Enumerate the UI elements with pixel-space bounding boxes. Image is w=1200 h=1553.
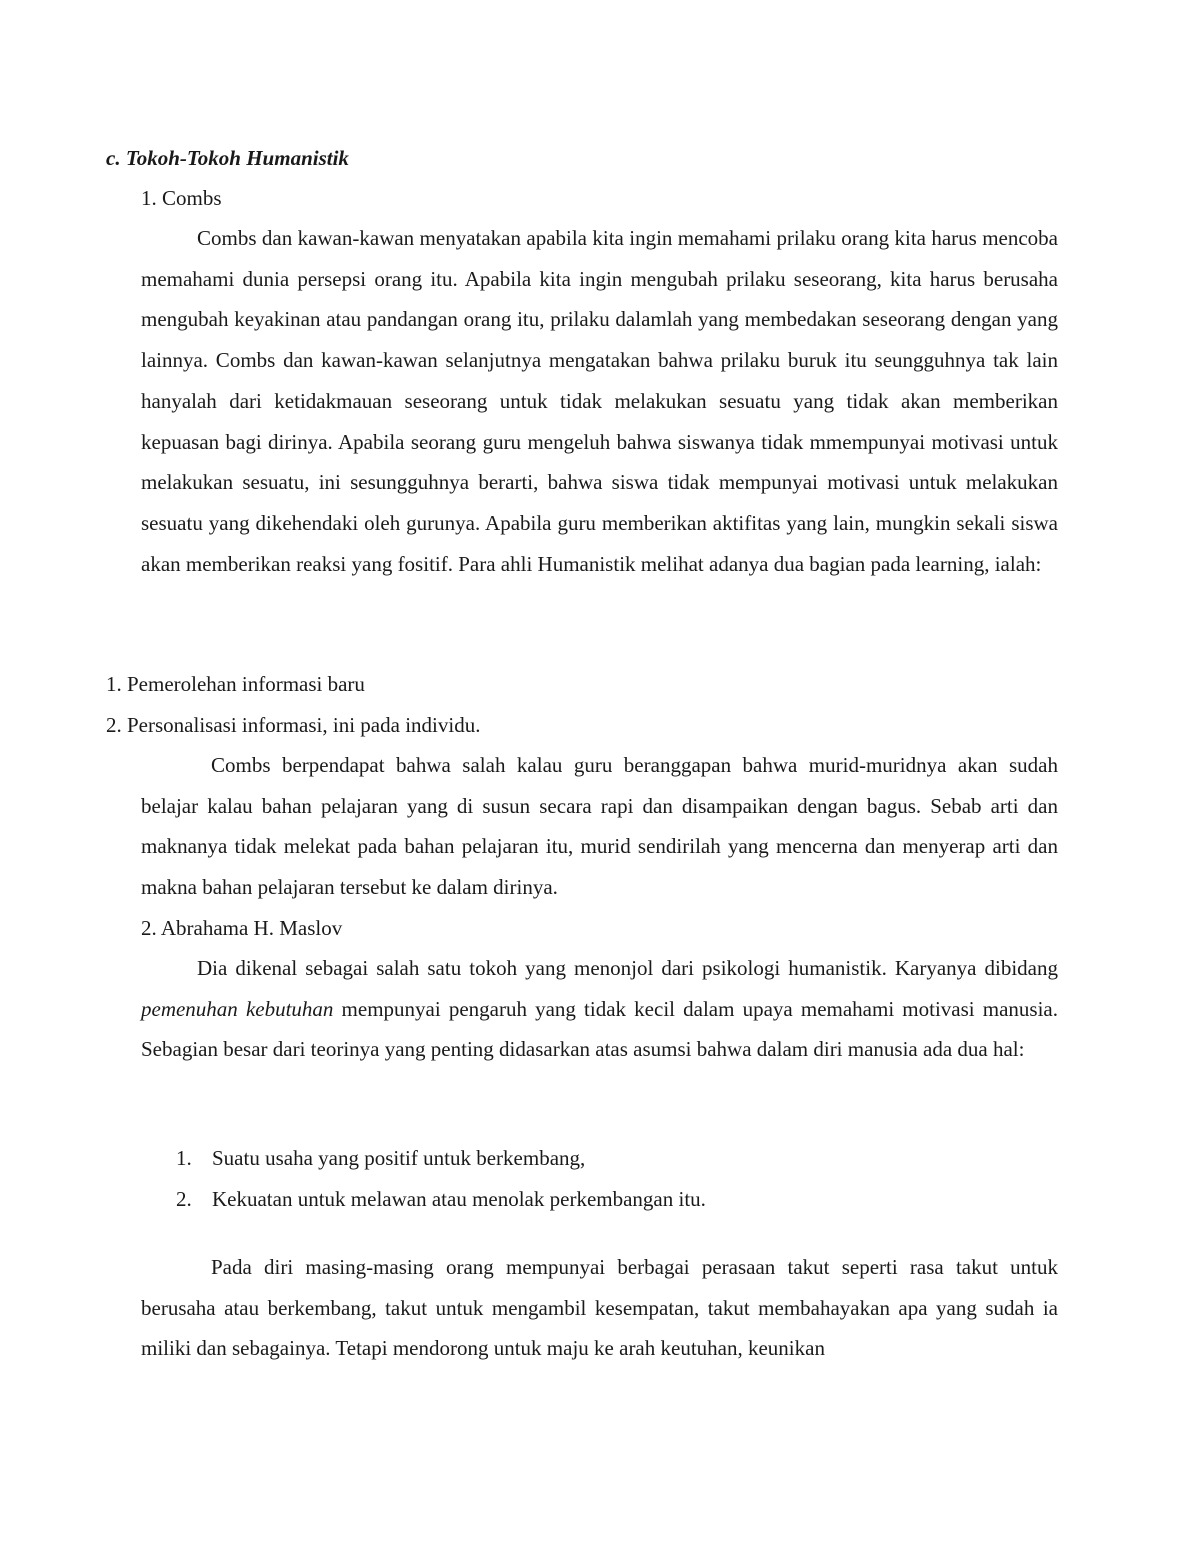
section-heading: c. Tokoh-Tokoh Humanistik <box>106 146 349 170</box>
subheading-combs: 1. Combs <box>141 186 222 210</box>
maslow-paragraph-1-part-1: Dia dikenal sebagai salah satu tokoh yang menonjol dari psikologi humanistik. Karyanya dibidang <box>197 956 1058 980</box>
maslow-paragraph-1 <box>141 948 1058 1070</box>
list-text: Kekuatan untuk melawan atau menolak perkembangan itu. <box>212 1187 706 1211</box>
combs-list-item-1: 1. Pemerolehan informasi baru <box>106 672 365 696</box>
maslow-paragraph-1-emphasis: pemenuhan kebutuhan <box>141 996 334 1021</box>
combs-paragraph-2: Combs berpendapat bahwa salah kalau guru beranggapan bahwa murid-muridnya akan sudah belajar kalau bahan pelajaran yang di susun secara rapi dan disampaikan dengan bagus. Sebab arti dan maknanya tidak melekat pada bahan pelajaran itu, murid sendirilah yang mencerna dan menyerap arti dan makna bahan pelajaran tersebut ke dalam dirinya. <box>141 753 1058 900</box>
maslow-paragraph-2: Pada diri masing-masing orang mempunyai berbagai perasaan takut seperti rasa takut untuk berusaha atau berkembang, takut untuk mengambil kesempatan, takut membahayakan apa yang sudah ia miliki dan sebagainya. Tetapi mendorong untuk maju ke arah keutuhan, keunikan <box>141 1255 1058 1361</box>
subheading-maslow: 2. Abrahama H. Maslov <box>141 916 343 940</box>
combs-list-item-2: 2. Personalisasi informasi, ini pada individu. <box>106 713 481 737</box>
list-text: Suatu usaha yang positif untuk berkembang, <box>212 1146 586 1170</box>
maslow-paragraph-1-part-2: mempunyai pengaruh yang tidak kecil dalam upaya memahami motivasi manusia. Sebagian besar dari teorinya yang penting didasarkan atas asumsi bahwa dalam diri manusia ada dua hal: <box>141 996 1058 1062</box>
combs-paragraph-1: Combs dan kawan-kawan menyatakan apabila kita ingin memahami prilaku orang kita harus mencoba memahami dunia persepsi orang itu. Apabila kita ingin mengubah prilaku seseorang, kita harus berusaha mengubah keyakinan atau pandangan orang itu, prilaku dalamlah yang membedakan seseorang dengan yang lainnya. Combs dan kawan-kawan selanjutnya mengatakan bahwa prilaku buruk itu seungguhnya tak lain hanyalah dari ketidakmauan seseorang untuk tidak melakukan sesuatu yang tidak akan memberikan kepuasan bagi dirinya. Apabila seorang guru mengeluh bahwa siswanya tidak mmempunyai motivasi untuk melakukan sesuatu, ini sesungguhnya berarti, bahwa siswa tidak mempunyai motivasi untuk melakukan sesuatu yang dikehendaki oleh gurunya. Apabila guru memberikan aktifitas yang lain, mungkin sekali siswa akan memberikan reaksi yang fositif. Para ahli Humanistik melihat adanya dua bagian pada learning, ialah: <box>141 226 1058 576</box>
list-number: 1. <box>176 1146 192 1170</box>
list-number: 2. <box>176 1187 192 1211</box>
